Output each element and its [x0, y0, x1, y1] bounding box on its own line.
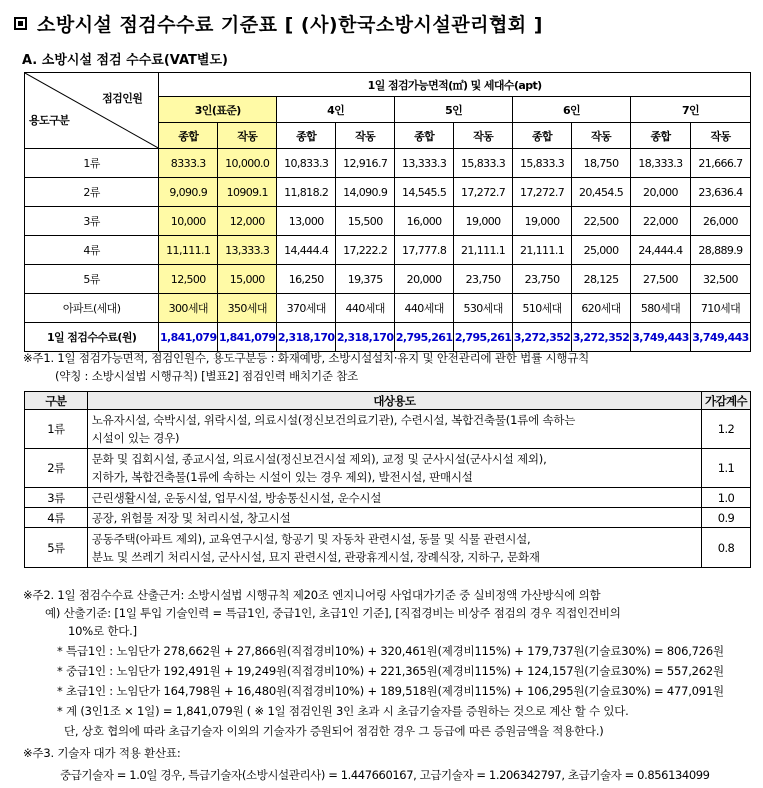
fee-cell: 12,000: [218, 207, 277, 236]
staff-header-3: 3인(표준): [159, 97, 277, 123]
fee-cell: 17,272.7: [513, 178, 572, 207]
staff-header-6: 6인: [513, 97, 631, 123]
staff-header-7: 7인: [631, 97, 751, 123]
class-row: [25, 528, 751, 568]
fee-row: [25, 294, 751, 323]
fee-cell: 440세대: [395, 294, 454, 323]
fee-cell: 22,500: [572, 207, 631, 236]
fee-cell: 23,750: [513, 265, 572, 294]
class-row: [25, 410, 751, 449]
corner-bottom-label: 용도구분: [29, 114, 70, 127]
fee-cell: 27,500: [631, 265, 691, 294]
note3-line1: ※주3. 기술자 대가 적용 환산표:: [23, 746, 181, 760]
fee-cell: 26,000: [690, 207, 750, 236]
fee-cell: 22,000: [631, 207, 691, 236]
fee-table: [24, 72, 751, 352]
fee-cell: 510세대: [513, 294, 572, 323]
fee-cell: 14,090.9: [336, 178, 395, 207]
fee-cell: 12,500: [159, 265, 218, 294]
staff-header-5: 5인: [395, 97, 513, 123]
fee-total-cell: 2,318,170: [277, 323, 336, 352]
class-grade: 4류: [25, 508, 88, 528]
fee-cell: 17,222.2: [336, 236, 395, 265]
staff-header-4: 4인: [277, 97, 395, 123]
fee-cell: 370세대: [277, 294, 336, 323]
note2-line5: * 중급1인 : 노임단가 192,491원 + 19,249원(직접경비10%) + 221,365원(제경비115%) + 124,157원(기술료30%) = 557,262원: [57, 664, 724, 678]
fee-total-cell: 3,272,352: [513, 323, 572, 352]
class-usage-line1: 공장, 위험물 저장 및 처리시설, 창고시설: [91, 510, 291, 525]
fee-cell: 16,250: [277, 265, 336, 294]
class-grade: 5류: [25, 528, 88, 568]
type-header: 종합: [277, 123, 336, 149]
note2-line6: * 초급1인 : 노임단가 164,798원 + 16,480원(직접경비10%) + 189,518원(제경비115%) + 106,295원(기술료30%) = 477,091원: [57, 684, 724, 698]
class-header-usage: 대상용도: [87, 392, 701, 410]
type-header: 작동: [690, 123, 750, 149]
classification-table: [24, 391, 751, 568]
type-header: 작동: [572, 123, 631, 149]
fee-total-cell: 3,272,352: [572, 323, 631, 352]
type-header: 종합: [395, 123, 454, 149]
class-usage: [87, 508, 701, 528]
fee-total-cell: 1,841,079: [218, 323, 277, 352]
fee-cell: 13,333.3: [218, 236, 277, 265]
fee-cell: 13,000: [277, 207, 336, 236]
note2-line3: 10%로 한다.]: [68, 624, 137, 638]
fee-total-cell: 3,749,443: [631, 323, 691, 352]
class-row: [25, 488, 751, 508]
fee-cell: 23,750: [454, 265, 513, 294]
class-usage-line2: 지하가, 복합건축물(1류에 속하는 시설이 있는 경우 제외), 발전시설, 판매시설: [91, 470, 473, 484]
fee-cell: 10,000.0: [218, 149, 277, 178]
fee-total-cell: 2,795,261: [454, 323, 513, 352]
page-title: 소방시설 점검수수료 기준표 [ (사)한국소방시설관리협회 ]: [14, 10, 543, 37]
class-usage-line1: 문화 및 집회시설, 종교시설, 의료시설(정신보건시설 제외), 교정 및 군사시설(군사시설 제외),: [91, 452, 547, 466]
row-label: 1류: [25, 149, 159, 178]
diagonal-line: [25, 73, 158, 148]
row-label: 5류: [25, 265, 159, 294]
fee-cell: 15,500: [336, 207, 395, 236]
fee-cell: 15,833.3: [513, 149, 572, 178]
fee-cell: 350세대: [218, 294, 277, 323]
class-usage-line1: 노유자시설, 숙박시설, 위락시설, 의료시설(정신보건의료기관), 수련시설, 복합건축물(1류에 속하는: [91, 413, 576, 427]
class-factor: 1.1: [702, 449, 751, 488]
note2-line8: 단, 상호 협의에 따라 초급기술자 이외의 기술자가 증원되어 점검한 경우 그 등급에 따른 증원금액을 적용한다.): [64, 724, 604, 738]
square-bullet-icon: [14, 17, 27, 30]
fee-cell: 32,500: [690, 265, 750, 294]
fee-cell: 13,333.3: [395, 149, 454, 178]
note2-line7: * 계 (3인1조 × 1일) = 1,841,079원 ( ※ 1일 점검인원 3인 초과 시 초급기술자를 증원하는 것으로 계산 할 수 있다.: [57, 704, 629, 718]
class-factor: 1.0: [702, 488, 751, 508]
fee-cell: 28,889.9: [690, 236, 750, 265]
fee-total-cell: 2,795,261: [395, 323, 454, 352]
row-label: 4류: [25, 236, 159, 265]
fee-cell: 20,000: [631, 178, 691, 207]
fee-cell: 10,833.3: [277, 149, 336, 178]
class-header-grade: 구분: [25, 392, 88, 410]
class-usage-line1: 공동주택(아파트 제외), 교육연구시설, 항공기 및 자동차 관련시설, 동물 및 식물 관련시설,: [91, 531, 531, 546]
fee-cell: 580세대: [631, 294, 691, 323]
fee-cell: 20,000: [395, 265, 454, 294]
section-subtitle: A. 소방시설 점검 수수료(VAT별도): [22, 53, 228, 68]
fee-cell: 11,111.1: [159, 236, 218, 265]
class-factor: 1.2: [702, 410, 751, 449]
fee-cell: 19,000: [513, 207, 572, 236]
fee-cell: 21,111.1: [513, 236, 572, 265]
fee-cell: 10,000: [159, 207, 218, 236]
fee-cell: 15,000: [218, 265, 277, 294]
fee-cell: 530세대: [454, 294, 513, 323]
class-factor: 0.9: [702, 508, 751, 528]
class-row: [25, 508, 751, 528]
fee-cell: 25,000: [572, 236, 631, 265]
corner-top-label: 점검인원: [102, 92, 143, 105]
fee-cell: 440세대: [336, 294, 395, 323]
fee-row: [25, 149, 751, 178]
fee-cell: 15,833.3: [454, 149, 513, 178]
fee-cell: 19,000: [454, 207, 513, 236]
fee-cell: 16,000: [395, 207, 454, 236]
fee-cell: 20,454.5: [572, 178, 631, 207]
class-usage: [87, 449, 701, 488]
type-header: 종합: [159, 123, 218, 149]
fee-cell: 17,777.8: [395, 236, 454, 265]
class-grade: 2류: [25, 449, 88, 488]
fee-total-cell: 1,841,079: [159, 323, 218, 352]
header-corner-cell: [25, 73, 159, 149]
note1-line2: (약칭 : 소방시설법 시행규칙) [별표2] 점검인력 배치기준 참조: [55, 369, 359, 383]
fee-cell: 23,636.4: [690, 178, 750, 207]
type-header: 작동: [454, 123, 513, 149]
fee-cell: 8333.3: [159, 149, 218, 178]
fee-row: [25, 236, 751, 265]
fee-cell: 28,125: [572, 265, 631, 294]
fee-cell: 9,090.9: [159, 178, 218, 207]
fee-total-label: 1일 점검수수료(원): [25, 323, 159, 352]
fee-cell: 11,818.2: [277, 178, 336, 207]
fee-cell: 14,444.4: [277, 236, 336, 265]
type-header: 종합: [631, 123, 691, 149]
class-factor: 0.8: [702, 528, 751, 568]
fee-cell: 18,750: [572, 149, 631, 178]
fee-cell: 24,444.4: [631, 236, 691, 265]
note1-line1: ※주1. 1일 점검가능면적, 점검인원수, 용도구분등 : 화재예방, 소방시설설치·유지 및 안전관리에 관한 법률 시행규칙: [23, 351, 590, 365]
fee-total-cell: 2,318,170: [336, 323, 395, 352]
fee-cell: 21,666.7: [690, 149, 750, 178]
fee-row: [25, 207, 751, 236]
group-header: 1일 점검가능면적(㎡) 및 세대수(apt): [159, 73, 751, 97]
type-header: 작동: [336, 123, 395, 149]
note3-line2: 중급기술자 = 1.0일 경우, 특급기술자(소방시설관리사) = 1.447660167, 고급기술자 = 1.206342797, 초급기술자 = 0.856134099: [60, 768, 710, 782]
class-usage: [87, 410, 701, 449]
fee-cell: 710세대: [690, 294, 750, 323]
fee-total-cell: 3,749,443: [690, 323, 750, 352]
note2-line4: * 특급1인 : 노임단가 278,662원 + 27,866원(직접경비10%) + 320,461원(제경비115%) + 179,737원(기술료30%) = 806,726원: [57, 644, 724, 658]
row-label: 3류: [25, 207, 159, 236]
class-usage: [87, 488, 701, 508]
class-header-factor: 가감계수: [702, 392, 751, 410]
fee-row: [25, 178, 751, 207]
fee-total-row: [25, 323, 751, 352]
fee-cell: 14,545.5: [395, 178, 454, 207]
note2-line2: 예) 산출기준: [1일 투입 기술인력 = 특급1인, 중급1인, 초급1인 기준], [직접경비는 비상주 점검의 경우 직접인건비의: [45, 606, 621, 620]
class-usage-line2: 시설이 있는 경우): [91, 431, 180, 445]
fee-cell: 10909.1: [218, 178, 277, 207]
fee-row: [25, 265, 751, 294]
fee-cell: 300세대: [159, 294, 218, 323]
row-label: 2류: [25, 178, 159, 207]
fee-cell: 18,333.3: [631, 149, 691, 178]
class-usage: [87, 528, 701, 568]
row-label: 아파트(세대): [25, 294, 159, 323]
note2-line1: ※주2. 1일 점검수수료 산출근거: 소방시설법 시행규칙 제20조 엔지니어링 사업대가기준 중 실비정액 가산방식에 의함: [23, 588, 601, 602]
fee-cell: 21,111.1: [454, 236, 513, 265]
fee-cell: 19,375: [336, 265, 395, 294]
type-header: 종합: [513, 123, 572, 149]
class-grade: 1류: [25, 410, 88, 449]
class-usage-line1: 근린생활시설, 운동시설, 업무시설, 방송통신시설, 운수시설: [91, 490, 382, 505]
class-row: [25, 449, 751, 488]
class-usage-line2: 분뇨 및 쓰레기 처리시설, 군사시설, 묘지 관련시설, 관광휴게시설, 장례식장, 지하구, 문화재: [91, 549, 540, 564]
fee-cell: 620세대: [572, 294, 631, 323]
class-grade: 3류: [25, 488, 88, 508]
fee-cell: 12,916.7: [336, 149, 395, 178]
fee-cell: 17,272.7: [454, 178, 513, 207]
type-header: 작동: [218, 123, 277, 149]
